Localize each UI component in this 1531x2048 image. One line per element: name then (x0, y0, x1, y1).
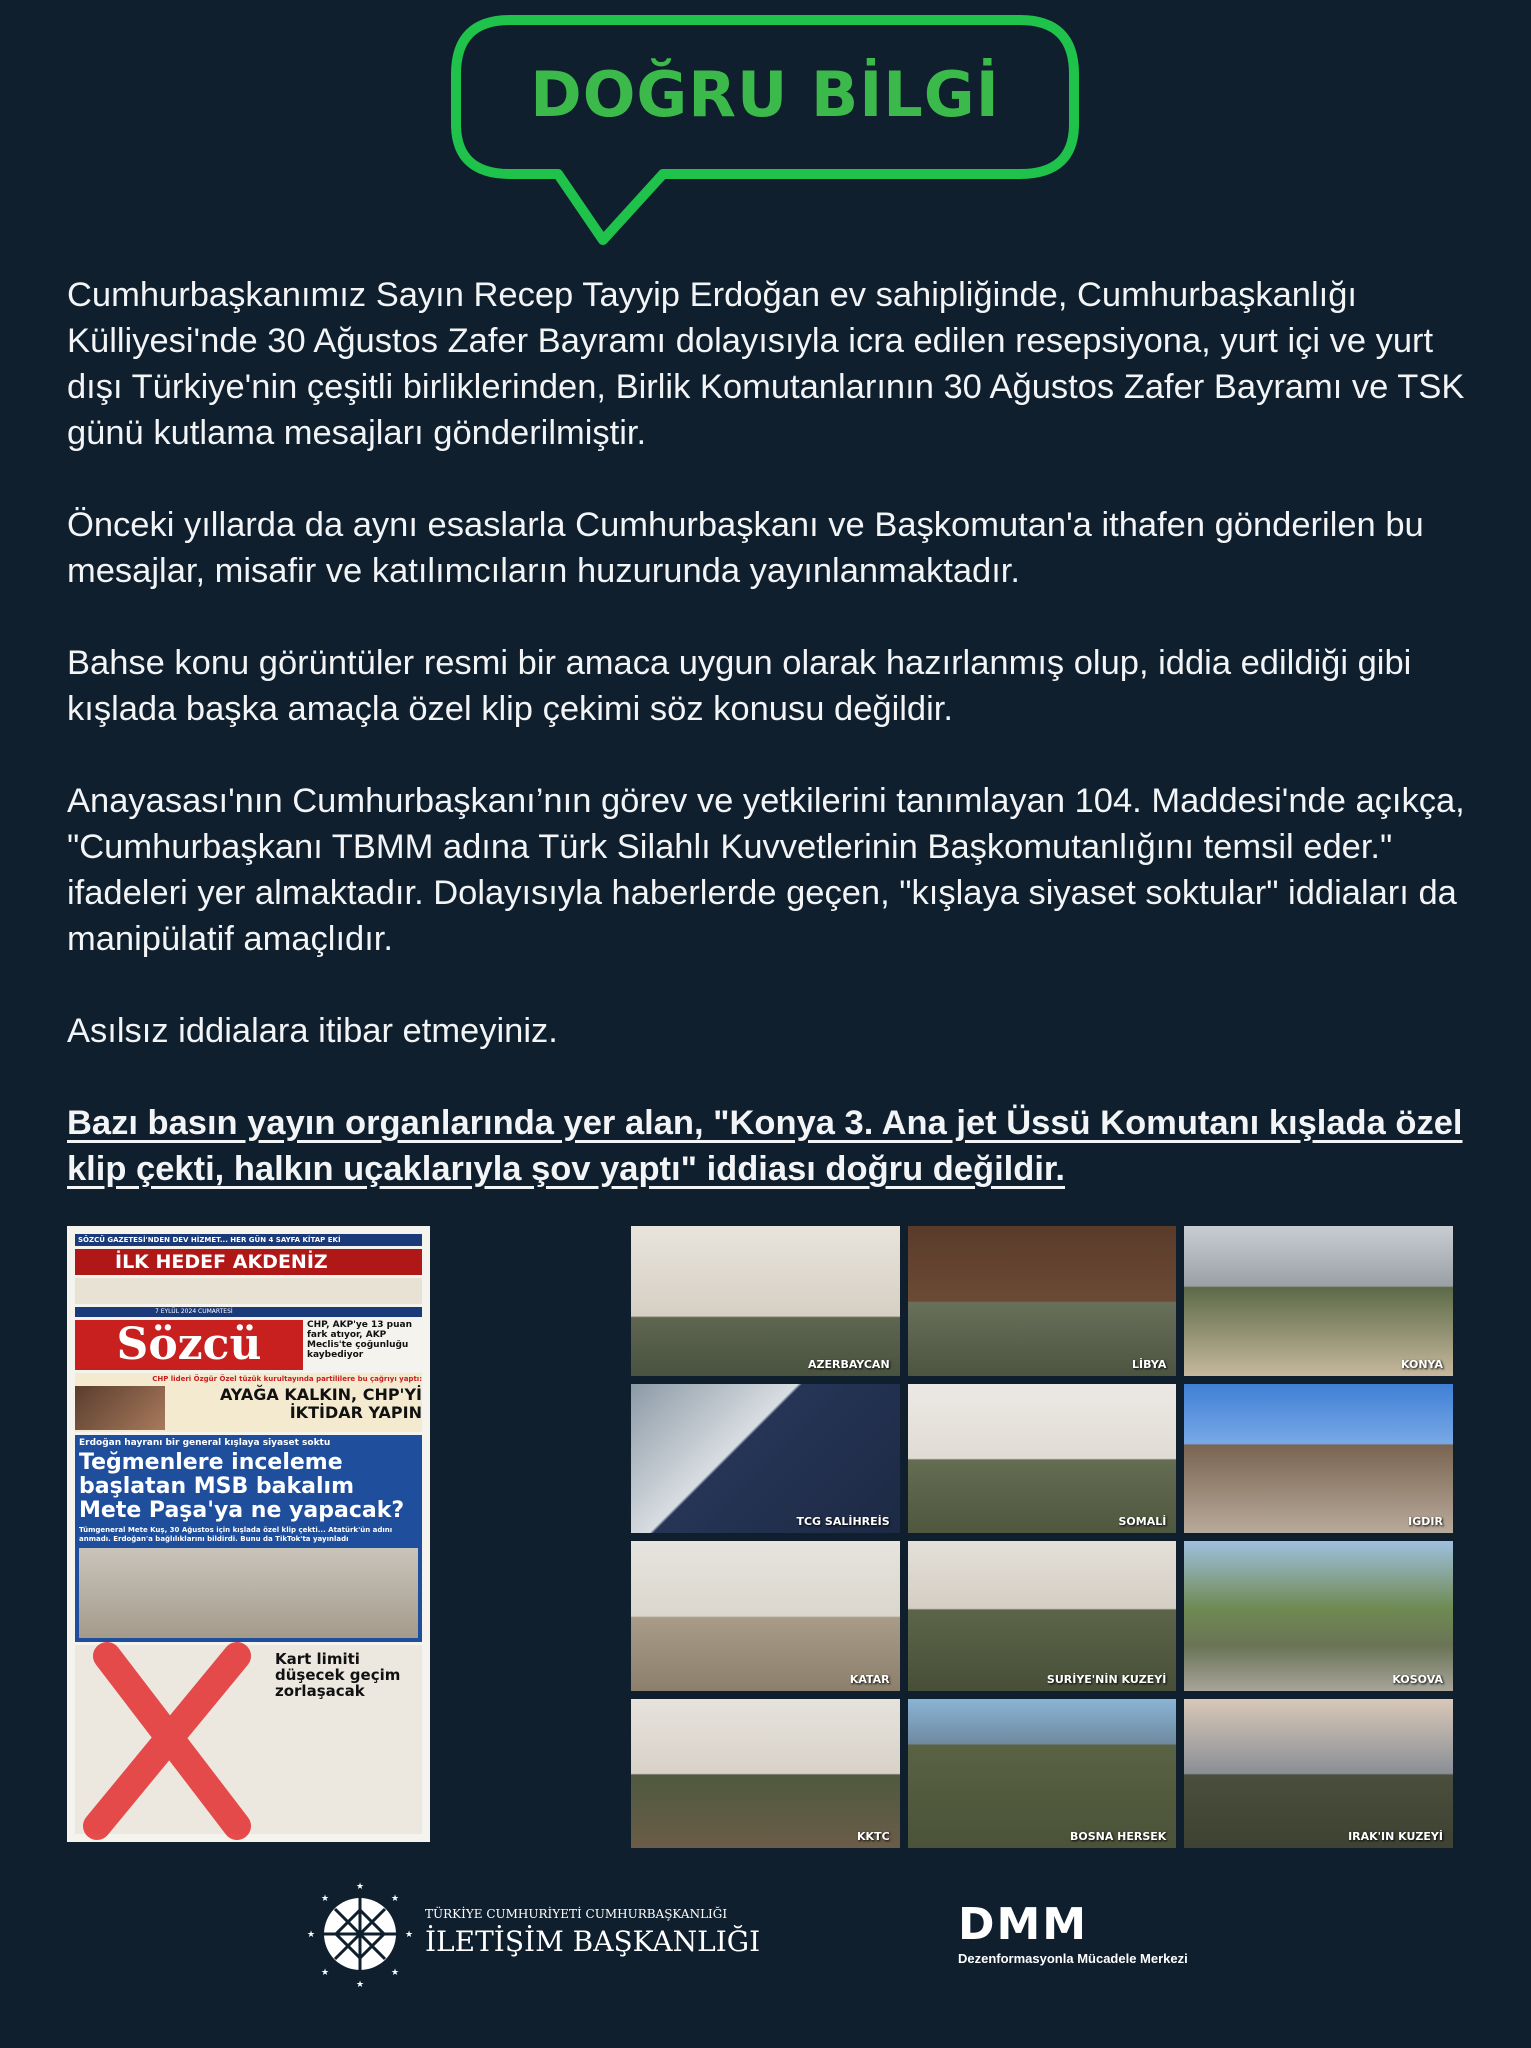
newspaper-kicker: CHP lideri Özgür Özel tüzük kurultayında partililere bu çağrıyı yaptı: (152, 1375, 422, 1383)
photo-caption: KONYA (1400, 1357, 1443, 1371)
svg-text:★: ★ (306, 1929, 316, 1939)
image-row (67, 1226, 1467, 1848)
photo-grid (631, 1226, 1453, 1848)
photo-tile (908, 1384, 1177, 1534)
newspaper-banner: SÖZCÜ GAZETESİ'NDEN DEV HİZMET... HER GÜN 4 SAYFA KİTAP EKİ (75, 1234, 422, 1246)
dmm-subtitle: Dezenformasyonla Mücadele Merkezi (958, 1950, 1188, 1966)
svg-text:★: ★ (320, 1893, 330, 1903)
photo-tile (1184, 1226, 1453, 1376)
photo-tile (908, 1226, 1177, 1376)
photo-tile (631, 1699, 900, 1849)
photo-caption: KATAR (849, 1672, 890, 1686)
svg-text:★: ★ (390, 1967, 400, 1977)
photo-tile (908, 1541, 1177, 1691)
paragraph: Cumhurbaşkanımız Sayın Recep Tayyip Erdoğan ev sahipliğinde, Cumhurbaşkanlığı Külliyesi'nde 30 Ağustos Zafer Bayramı dolayısıyla icra edilen resepsiyona, yurt içi ve yurt dışı Türkiye'nin çeşitli birliklerinden, Birlik Komutanlarının 30 Ağustos Zafer Bayramı ve TSK günü kutlama mesajları gönderilmiştir. (67, 276, 1465, 452)
paragraph: Bahse konu görüntüler resmi bir amaca uygun olarak hazırlanmış olup, iddia edildiği gibi kışlada başka amaçla özel klip çekimi söz konusu değildir. (67, 644, 1412, 728)
photo-caption: SURİYE'NİN KUZEYİ (1046, 1672, 1167, 1686)
svg-text:★: ★ (320, 1967, 330, 1977)
newspaper-main-headline: Teğmenlere inceleme başlatan MSB bakalım Mete Paşa'ya ne yapacak? (79, 1450, 405, 1523)
paragraph: Asılsız iddialara itibar etmeyiniz. (67, 1012, 558, 1050)
photo-caption: AZERBAYCAN (807, 1357, 890, 1371)
logo1-line2: İLETİŞİM BAŞKANLIĞI (425, 1925, 761, 1958)
newspaper-front-page (67, 1226, 430, 1842)
photo-caption: LİBYA (1132, 1357, 1167, 1371)
page-title: DOĞRU BİLGİ (530, 58, 1000, 131)
photo-caption: IGDIR (1408, 1515, 1443, 1528)
newspaper-masthead: Sözcü (75, 1320, 303, 1370)
svg-text:★: ★ (390, 1893, 400, 1903)
photo-tile (1184, 1541, 1453, 1691)
photo-tile (908, 1699, 1177, 1849)
newspaper-headline-2: AYAĞA KALKIN, CHP'Yİ İKTİDAR YAPIN (219, 1385, 422, 1422)
photo-tile (1184, 1699, 1453, 1849)
paragraph: Önceki yıllarda da aynı esaslarla Cumhurbaşkanı ve Başkomutan'a ithafen gönderilen bu mesajlar, misafir ve katılımcıların huzurunda yayınlanmaktadır. (67, 506, 1424, 590)
photo-caption: IRAK'IN KUZEYİ (1348, 1830, 1443, 1843)
photo-tile (631, 1384, 900, 1534)
footer (67, 1878, 1467, 1990)
dmm-logo (958, 1898, 1188, 1966)
dmm-mark: DMM (958, 1898, 1089, 1950)
newspaper-kicker-2: Erdoğan hayranı bir general kışlaya siyaset soktu (79, 1438, 331, 1448)
photo-tile (1184, 1384, 1453, 1534)
newspaper-subhead: Tümgeneral Mete Kuş, 30 Ağustos için kışlada özel klip çekti... Atatürk'ün adını anmadı. Erdoğan'a bağlılıklarını bildirdi. Bunu da TikTok'ta yayınladı (79, 1526, 393, 1543)
svg-text:★: ★ (355, 1979, 365, 1989)
logo1-line1: TÜRKİYE CUMHURİYETİ CUMHURBAŞKANLIĞI (425, 1907, 728, 1921)
photo-tile (631, 1541, 900, 1691)
emblem-icon (305, 1879, 415, 1989)
claim-statement: Bazı basın yayın organlarında yer alan, "Konya 3. Ana jet Üssü Komutanı kışlada özel klip çekti, halkın uçaklarıyla şov yaptı" iddiası doğru değildir. (67, 1104, 1463, 1188)
paragraph: Anayasası'nın Cumhurbaşkanı’nın görev ve yetkilerini tanımlayan 104. Maddesi'nde açıkça, "Cumhurbaşkanı TBMM adına Türk Silahlı Kuvvetlerinin Başkomutanlığını temsil eder." ifadeleri yer almaktadır. Dolayısıyla haberlerde geçen, "kışlaya siyaset soktular" iddiaları da manipülatif amaçlıdır. (67, 782, 1465, 958)
svg-text:★: ★ (404, 1929, 414, 1939)
photo-caption: KKTC (857, 1830, 890, 1843)
photo-caption: TCG SALİHREİS (796, 1515, 890, 1528)
photo-tile (631, 1226, 900, 1376)
svg-text:★: ★ (355, 1881, 365, 1891)
content-column (67, 272, 1467, 1990)
iletisim-baskanligi-logo (305, 1879, 761, 1989)
newspaper-bottom-headline: Kart limiti düşecek geçim zorlaşacak (275, 1650, 401, 1700)
newspaper-date: 7 EYLÜL 2024 CUMARTESİ (75, 1307, 422, 1317)
photo-caption: BOSNA HERSEK (1069, 1830, 1167, 1843)
newspaper-side-headline: CHP, AKP'ye 13 puan fark atıyor, AKP Meclis'te çoğunluğu kaybediyor (307, 1320, 413, 1360)
photo-caption: KOSOVA (1392, 1672, 1443, 1686)
photo-caption: SOMALİ (1118, 1515, 1167, 1528)
newspaper-banner-title: İLK HEDEF AKDENİZ (75, 1249, 422, 1275)
